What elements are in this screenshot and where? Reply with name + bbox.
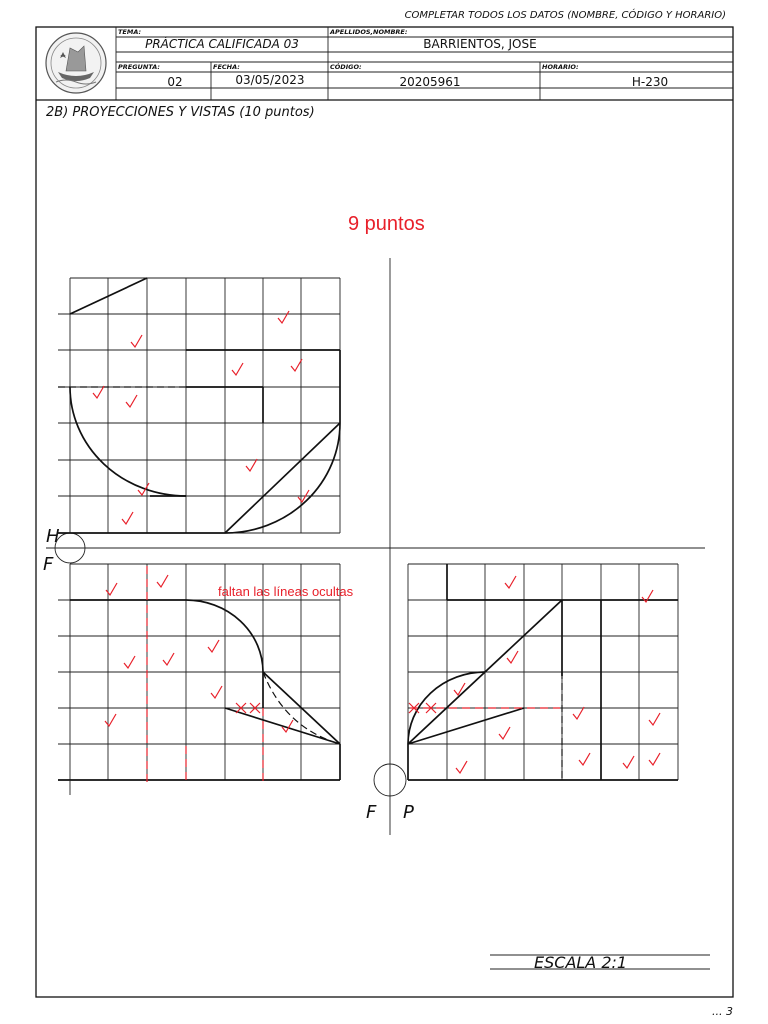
scale-box — [490, 953, 710, 972]
grading-marks — [93, 311, 660, 773]
check-mark-icon — [246, 459, 257, 471]
nombre-label: APELLIDOS,NOMBRE: — [330, 28, 408, 36]
title-block — [36, 27, 733, 100]
top-view-drawing — [58, 278, 340, 533]
scale-label: ESCALA 2:1 — [534, 953, 628, 972]
object-arc — [70, 387, 186, 496]
pregunta-label: PREGUNTA: — [118, 63, 160, 71]
fold-label-f-left: F — [43, 554, 54, 575]
check-mark-icon — [649, 753, 660, 765]
tema-value: PRÁCTICA CALIFICADA 03 — [145, 37, 299, 51]
object-edge — [225, 423, 340, 533]
fold-label-f-bottom: F — [366, 802, 377, 823]
check-mark-icon — [93, 386, 104, 398]
pregunta-value: 02 — [167, 75, 183, 89]
check-mark-icon — [208, 640, 219, 652]
check-mark-icon — [579, 753, 590, 765]
object-edge — [70, 278, 147, 314]
check-mark-icon — [278, 311, 289, 323]
object-edge — [225, 708, 340, 744]
page-number: ... 3 — [712, 1005, 733, 1018]
check-mark-icon — [505, 576, 516, 588]
horario-label: HORARIO: — [542, 63, 579, 71]
check-mark-icon — [163, 653, 174, 665]
check-mark-icon — [456, 761, 467, 773]
nombre-value: BARRIENTOS, JOSE — [423, 37, 537, 51]
check-mark-icon — [211, 686, 222, 698]
header-note: COMPLETAR TODOS LOS DATOS (NOMBRE, CÓDIGO Y HORARIO) — [404, 10, 726, 21]
check-mark-icon — [124, 656, 135, 668]
fecha-value: 03/05/2023 — [235, 73, 305, 87]
check-mark-icon — [573, 707, 584, 719]
question-title: 2B) PROYECCIONES Y VISTAS (10 puntos) — [46, 105, 315, 120]
check-mark-icon — [649, 713, 660, 725]
check-mark-icon — [105, 714, 116, 726]
ship-emblem-icon — [46, 33, 106, 93]
tema-label: TEMA: — [118, 28, 142, 36]
fold-lines — [43, 258, 705, 835]
check-mark-icon — [232, 363, 243, 375]
score-annotation: 9 puntos — [348, 213, 425, 235]
check-mark-icon — [499, 727, 510, 739]
object-edge — [408, 708, 524, 744]
check-mark-icon — [126, 395, 137, 407]
check-mark-icon — [157, 575, 168, 587]
check-mark-icon — [131, 335, 142, 347]
check-mark-icon — [507, 651, 518, 663]
check-mark-icon — [623, 756, 634, 768]
grader-comment: faltan las líneas ocultas — [218, 584, 354, 599]
fold-label-h: H — [46, 526, 60, 547]
codigo-label: CÓDIGO: — [330, 63, 362, 71]
sheet-border — [36, 27, 733, 997]
check-mark-icon — [122, 512, 133, 524]
side-view-grid — [408, 564, 678, 780]
fold-label-p: P — [403, 802, 414, 823]
fecha-label: FECHA: — [213, 63, 240, 71]
top-view-grid — [58, 278, 340, 533]
codigo-value: 20205961 — [399, 75, 461, 89]
horario-value: H-230 — [631, 75, 669, 89]
check-mark-icon — [291, 359, 302, 371]
